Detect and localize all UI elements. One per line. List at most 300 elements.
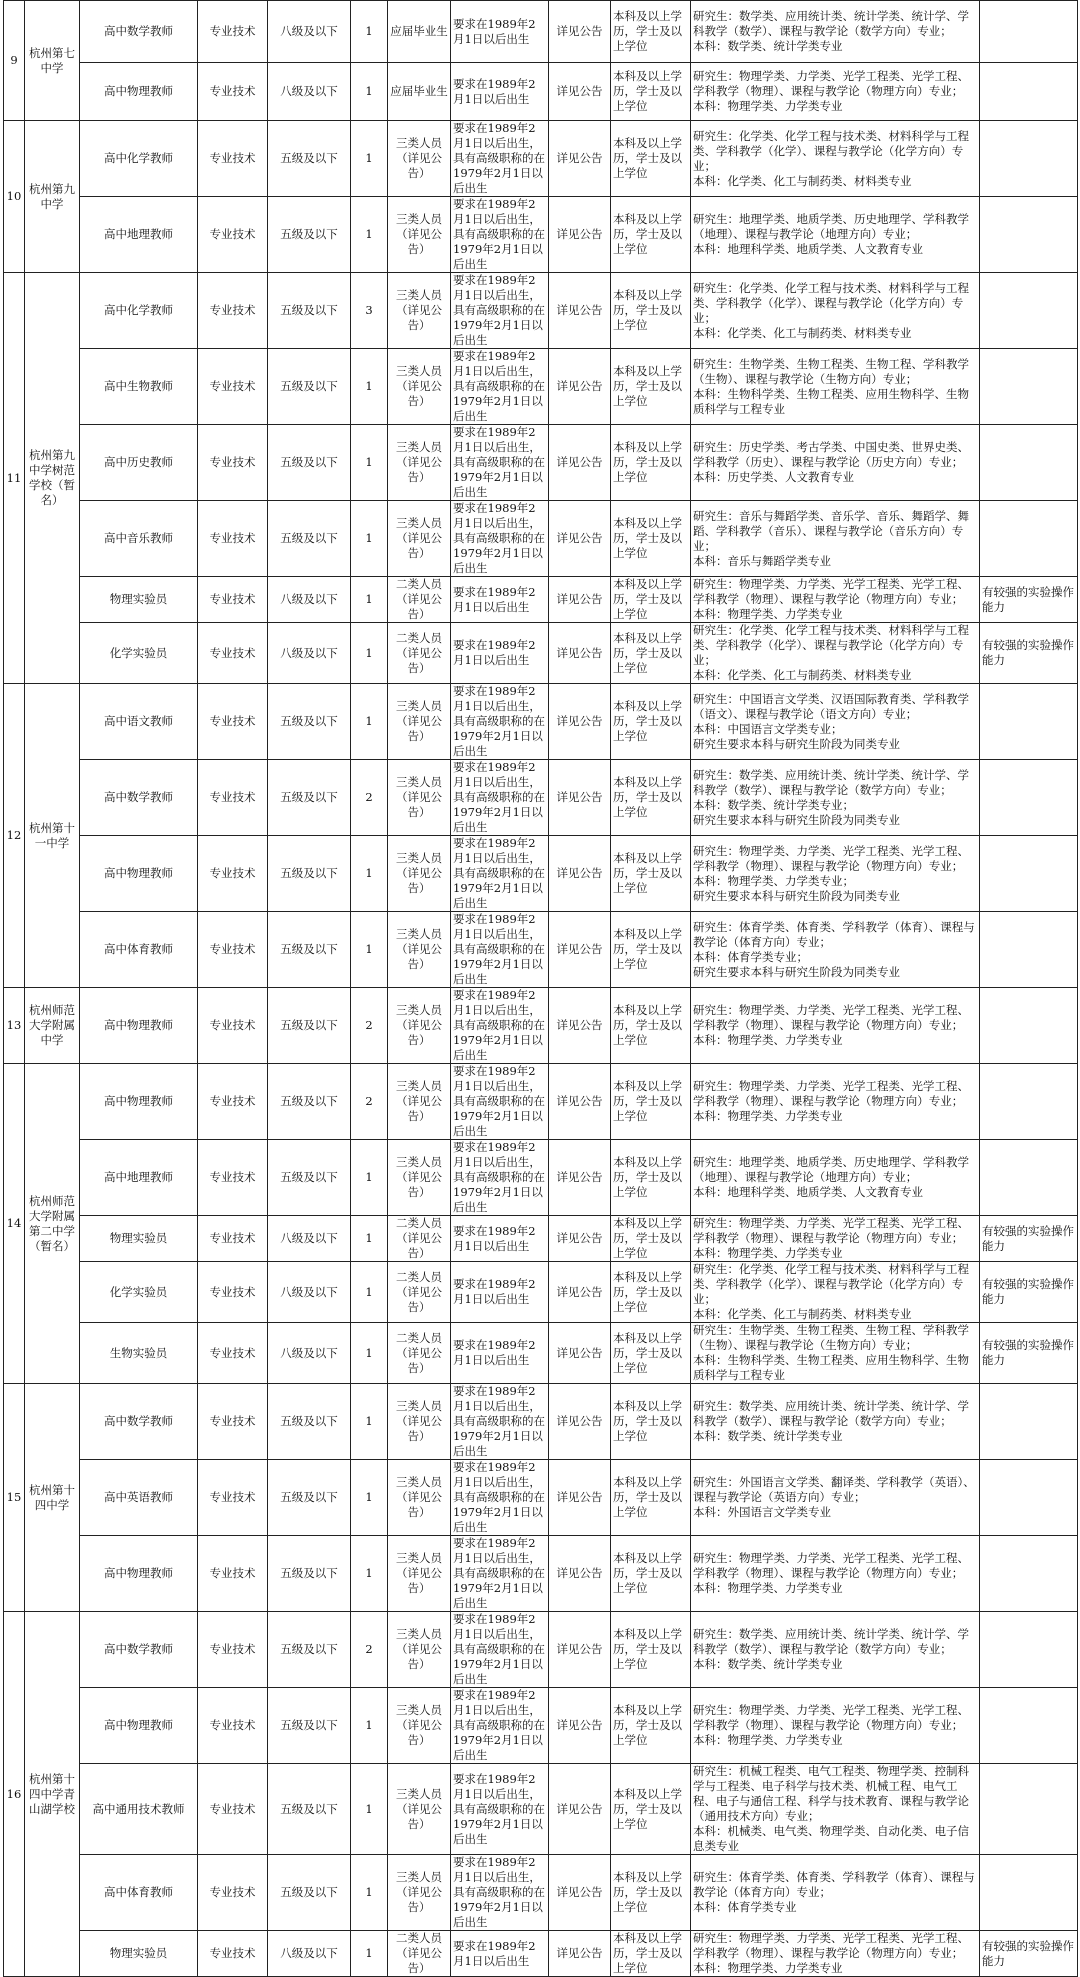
education-cell: 本科及以上学历，学士及以上学位 [611, 836, 691, 912]
position-cell: 高中通用技术教师 [80, 1764, 198, 1855]
category-cell: 专业技术 [198, 197, 268, 273]
category-cell: 专业技术 [198, 836, 268, 912]
other-condition-cell: 详见公告 [549, 349, 611, 425]
grade-cell: 五级及以下 [268, 121, 351, 197]
headcount-cell: 1 [351, 912, 388, 988]
row-number-cell: 15 [4, 1384, 25, 1612]
other-condition-cell: 详见公告 [549, 623, 611, 684]
education-cell: 本科及以上学历，学士及以上学位 [611, 1764, 691, 1855]
category-cell: 专业技术 [198, 1460, 268, 1536]
position-cell: 化学实验员 [80, 623, 198, 684]
headcount-cell: 1 [351, 1536, 388, 1612]
other-condition-cell: 详见公告 [549, 1140, 611, 1216]
age-requirement-cell: 要求在1989年2月1日以后出生，具有高级职称的在1979年2月1日以后出生 [451, 836, 549, 912]
other-condition-cell: 详见公告 [549, 501, 611, 577]
category-cell: 专业技术 [198, 988, 268, 1064]
headcount-cell: 1 [351, 1140, 388, 1216]
remark-cell [980, 1384, 1078, 1460]
school-name-cell: 杭州第九中学树范学校（暂名） [25, 273, 80, 684]
target-cell: 三类人员（详见公告） [388, 1612, 451, 1688]
category-cell: 专业技术 [198, 121, 268, 197]
table-row [4, 1216, 1078, 1262]
table-row [4, 273, 1078, 349]
table-row [4, 1, 1078, 63]
headcount-cell: 1 [351, 1764, 388, 1855]
table-row [4, 63, 1078, 121]
target-cell: 三类人员（详见公告） [388, 349, 451, 425]
other-condition-cell: 详见公告 [549, 1612, 611, 1688]
category-cell: 专业技术 [198, 501, 268, 577]
age-requirement-cell: 要求在1989年2月1日以后出生，具有高级职称的在1979年2月1日以后出生 [451, 121, 549, 197]
grade-cell: 五级及以下 [268, 684, 351, 760]
category-cell: 专业技术 [198, 577, 268, 623]
position-cell: 高中语文教师 [80, 684, 198, 760]
headcount-cell: 2 [351, 1064, 388, 1140]
remark-cell [980, 501, 1078, 577]
target-cell: 三类人员（详见公告） [388, 912, 451, 988]
category-cell: 专业技术 [198, 349, 268, 425]
grade-cell: 五级及以下 [268, 912, 351, 988]
category-cell: 专业技术 [198, 1262, 268, 1323]
school-name-cell: 杭州第七中学 [25, 1, 80, 121]
headcount-cell: 1 [351, 623, 388, 684]
other-condition-cell: 详见公告 [549, 273, 611, 349]
headcount-cell: 1 [351, 197, 388, 273]
major-requirement-cell: 研究生：物理学类、力学类、光学工程类、光学工程、学科教学（物理）、课程与教学论（物理方向）专业； 本科：物理学类、力学类专业 [691, 1536, 980, 1612]
remark-cell [980, 1536, 1078, 1612]
table-row [4, 1384, 1078, 1460]
table-row [4, 425, 1078, 501]
remark-cell [980, 1140, 1078, 1216]
age-requirement-cell: 要求在1989年2月1日以后出生 [451, 1, 549, 63]
position-cell: 高中音乐教师 [80, 501, 198, 577]
education-cell: 本科及以上学历，学士及以上学位 [611, 501, 691, 577]
other-condition-cell: 详见公告 [549, 1764, 611, 1855]
major-requirement-cell: 研究生：化学类、化学工程与技术类、材料科学与工程类、学科教学（化学）、课程与教学论（化学方向）专业； 本科：化学类、化工与制药类、材料类专业 [691, 121, 980, 197]
major-requirement-cell: 研究生：物理学类、力学类、光学工程类、光学工程、学科教学（物理）、课程与教学论（物理方向）专业； 本科：物理学类、力学类专业 [691, 1216, 980, 1262]
other-condition-cell: 详见公告 [549, 988, 611, 1064]
other-condition-cell: 详见公告 [549, 1262, 611, 1323]
age-requirement-cell: 要求在1989年2月1日以后出生，具有高级职称的在1979年2月1日以后出生 [451, 1536, 549, 1612]
target-cell: 三类人员（详见公告） [388, 1764, 451, 1855]
major-requirement-cell: 研究生：化学类、化学工程与技术类、材料科学与工程类、学科教学（化学）、课程与教学论（化学方向）专业； 本科：化学类、化工与制药类、材料类专业 [691, 273, 980, 349]
grade-cell: 五级及以下 [268, 1855, 351, 1931]
remark-cell [980, 197, 1078, 273]
major-requirement-cell: 研究生：生物学类、生物工程类、生物工程、学科教学（生物）、课程与教学论（生物方向）专业； 本科：生物科学类、生物工程类、应用生物科学、生物质科学与工程专业 [691, 349, 980, 425]
target-cell: 三类人员（详见公告） [388, 1140, 451, 1216]
age-requirement-cell: 要求在1989年2月1日以后出生 [451, 1323, 549, 1384]
education-cell: 本科及以上学历，学士及以上学位 [611, 425, 691, 501]
other-condition-cell: 详见公告 [549, 836, 611, 912]
headcount-cell: 1 [351, 684, 388, 760]
category-cell: 专业技术 [198, 1323, 268, 1384]
row-number-cell: 11 [4, 273, 25, 684]
category-cell: 专业技术 [198, 63, 268, 121]
target-cell: 二类人员（详见公告） [388, 577, 451, 623]
headcount-cell: 1 [351, 1688, 388, 1764]
target-cell: 三类人员（详见公告） [388, 501, 451, 577]
age-requirement-cell: 要求在1989年2月1日以后出生，具有高级职称的在1979年2月1日以后出生 [451, 1140, 549, 1216]
headcount-cell: 1 [351, 1384, 388, 1460]
grade-cell: 八级及以下 [268, 1323, 351, 1384]
table-row [4, 197, 1078, 273]
remark-cell: 有较强的实验操作能力 [980, 577, 1078, 623]
category-cell: 专业技术 [198, 1384, 268, 1460]
grade-cell: 五级及以下 [268, 1688, 351, 1764]
headcount-cell: 2 [351, 1612, 388, 1688]
other-condition-cell: 详见公告 [549, 1323, 611, 1384]
age-requirement-cell: 要求在1989年2月1日以后出生 [451, 1262, 549, 1323]
table-row [4, 1460, 1078, 1536]
other-condition-cell: 详见公告 [549, 121, 611, 197]
position-cell: 生物实验员 [80, 1323, 198, 1384]
education-cell: 本科及以上学历，学士及以上学位 [611, 273, 691, 349]
remark-cell [980, 1855, 1078, 1931]
category-cell: 专业技术 [198, 684, 268, 760]
other-condition-cell: 详见公告 [549, 197, 611, 273]
category-cell: 专业技术 [198, 1216, 268, 1262]
table-row [4, 1931, 1078, 1977]
age-requirement-cell: 要求在1989年2月1日以后出生，具有高级职称的在1979年2月1日以后出生 [451, 1688, 549, 1764]
table-row [4, 912, 1078, 988]
target-cell: 三类人员（详见公告） [388, 1536, 451, 1612]
position-cell: 高中体育教师 [80, 912, 198, 988]
major-requirement-cell: 研究生：音乐与舞蹈学类、音乐学、音乐、舞蹈学、舞蹈、学科教学（音乐）、课程与教学论（音乐方向）专业； 本科：音乐与舞蹈学类专业 [691, 501, 980, 577]
remark-cell: 有较强的实验操作能力 [980, 1931, 1078, 1977]
other-condition-cell: 详见公告 [549, 912, 611, 988]
remark-cell [980, 836, 1078, 912]
education-cell: 本科及以上学历，学士及以上学位 [611, 684, 691, 760]
age-requirement-cell: 要求在1989年2月1日以后出生，具有高级职称的在1979年2月1日以后出生 [451, 1855, 549, 1931]
other-condition-cell: 详见公告 [549, 1064, 611, 1140]
headcount-cell: 1 [351, 1, 388, 63]
table-row [4, 623, 1078, 684]
remark-cell: 有较强的实验操作能力 [980, 1216, 1078, 1262]
table-row [4, 1855, 1078, 1931]
target-cell: 应届毕业生 [388, 63, 451, 121]
major-requirement-cell: 研究生：物理学类、力学类、光学工程类、光学工程、学科教学（物理）、课程与教学论（物理方向）专业； 本科：物理学类、力学类专业 [691, 1931, 980, 1977]
education-cell: 本科及以上学历，学士及以上学位 [611, 197, 691, 273]
remark-cell [980, 349, 1078, 425]
position-cell: 高中数学教师 [80, 1, 198, 63]
education-cell: 本科及以上学历，学士及以上学位 [611, 1323, 691, 1384]
major-requirement-cell: 研究生：物理学类、力学类、光学工程类、光学工程、学科教学（物理）、课程与教学论（物理方向）专业； 本科：物理学类、力学类专业 [691, 1688, 980, 1764]
school-name-cell: 杭州第九中学 [25, 121, 80, 273]
school-name-cell: 杭州师范大学附属中学 [25, 988, 80, 1064]
table-row [4, 988, 1078, 1064]
row-number-cell: 10 [4, 121, 25, 273]
remark-cell: 有较强的实验操作能力 [980, 1323, 1078, 1384]
remark-cell: 有较强的实验操作能力 [980, 623, 1078, 684]
age-requirement-cell: 要求在1989年2月1日以后出生，具有高级职称的在1979年2月1日以后出生 [451, 349, 549, 425]
education-cell: 本科及以上学历，学士及以上学位 [611, 1931, 691, 1977]
target-cell: 应届毕业生 [388, 1, 451, 63]
major-requirement-cell: 研究生：体育学类、体育类、学科教学（体育）、课程与教学论（体育方向）专业； 本科：体育学类专业； 研究生要求本科与研究生阶段为同类专业 [691, 912, 980, 988]
other-condition-cell: 详见公告 [549, 1216, 611, 1262]
age-requirement-cell: 要求在1989年2月1日以后出生 [451, 1216, 549, 1262]
education-cell: 本科及以上学历，学士及以上学位 [611, 349, 691, 425]
headcount-cell: 2 [351, 988, 388, 1064]
row-number-cell: 14 [4, 1064, 25, 1384]
grade-cell: 五级及以下 [268, 1064, 351, 1140]
other-condition-cell: 详见公告 [549, 1688, 611, 1764]
grade-cell: 五级及以下 [268, 425, 351, 501]
education-cell: 本科及以上学历，学士及以上学位 [611, 623, 691, 684]
grade-cell: 五级及以下 [268, 197, 351, 273]
remark-cell [980, 1, 1078, 63]
grade-cell: 五级及以下 [268, 1140, 351, 1216]
category-cell: 专业技术 [198, 1688, 268, 1764]
target-cell: 三类人员（详见公告） [388, 1064, 451, 1140]
category-cell: 专业技术 [198, 1536, 268, 1612]
grade-cell: 八级及以下 [268, 1, 351, 63]
table-row [4, 577, 1078, 623]
remark-cell [980, 684, 1078, 760]
position-cell: 化学实验员 [80, 1262, 198, 1323]
target-cell: 三类人员（详见公告） [388, 197, 451, 273]
target-cell: 三类人员（详见公告） [388, 760, 451, 836]
other-condition-cell: 详见公告 [549, 1855, 611, 1931]
education-cell: 本科及以上学历，学士及以上学位 [611, 1688, 691, 1764]
target-cell: 三类人员（详见公告） [388, 684, 451, 760]
major-requirement-cell: 研究生：机械工程类、电气工程类、物理学类、控制科学与工程类、电子科学与技术类、机械工程、电气工程、电子与通信工程、科学与技术教育、课程与教学论（通用技术方向）专业； 本科：机械类、电气类、物理学类、自动化类、电子信息类专业 [691, 1764, 980, 1855]
remark-cell [980, 63, 1078, 121]
education-cell: 本科及以上学历，学士及以上学位 [611, 1855, 691, 1931]
target-cell: 二类人员（详见公告） [388, 1931, 451, 1977]
target-cell: 三类人员（详见公告） [388, 1855, 451, 1931]
category-cell: 专业技术 [198, 1931, 268, 1977]
category-cell: 专业技术 [198, 1140, 268, 1216]
major-requirement-cell: 研究生：物理学类、力学类、光学工程类、光学工程、学科教学（物理）、课程与教学论（物理方向）专业； 本科：物理学类、力学类专业； 研究生要求本科与研究生阶段为同类专业 [691, 836, 980, 912]
major-requirement-cell: 研究生：历史学类、考古学类、中国史类、世界史类、学科教学（历史）、课程与教学论（历史方向）专业； 本科：历史学类、人文教育专业 [691, 425, 980, 501]
other-condition-cell: 详见公告 [549, 63, 611, 121]
headcount-cell: 1 [351, 577, 388, 623]
grade-cell: 八级及以下 [268, 1262, 351, 1323]
table-row [4, 349, 1078, 425]
education-cell: 本科及以上学历，学士及以上学位 [611, 63, 691, 121]
major-requirement-cell: 研究生：物理学类、力学类、光学工程类、光学工程、学科教学（物理）、课程与教学论（物理方向）专业； 本科：物理学类、力学类专业 [691, 577, 980, 623]
target-cell: 三类人员（详见公告） [388, 425, 451, 501]
row-number-cell: 16 [4, 1612, 25, 1977]
age-requirement-cell: 要求在1989年2月1日以后出生，具有高级职称的在1979年2月1日以后出生 [451, 197, 549, 273]
target-cell: 三类人员（详见公告） [388, 273, 451, 349]
row-number-cell: 13 [4, 988, 25, 1064]
education-cell: 本科及以上学历，学士及以上学位 [611, 760, 691, 836]
headcount-cell: 1 [351, 349, 388, 425]
remark-cell [980, 988, 1078, 1064]
education-cell: 本科及以上学历，学士及以上学位 [611, 1536, 691, 1612]
grade-cell: 八级及以下 [268, 63, 351, 121]
category-cell: 专业技术 [198, 1855, 268, 1931]
headcount-cell: 1 [351, 1855, 388, 1931]
grade-cell: 八级及以下 [268, 1216, 351, 1262]
education-cell: 本科及以上学历，学士及以上学位 [611, 912, 691, 988]
table-row [4, 1536, 1078, 1612]
other-condition-cell: 详见公告 [549, 577, 611, 623]
major-requirement-cell: 研究生：数学类、应用统计类、统计学类、统计学、学科教学（数学）、课程与教学论（数学方向）专业； 本科：数学类、统计学类专业 [691, 1384, 980, 1460]
remark-cell: 有较强的实验操作能力 [980, 1262, 1078, 1323]
headcount-cell: 1 [351, 63, 388, 121]
education-cell: 本科及以上学历，学士及以上学位 [611, 121, 691, 197]
major-requirement-cell: 研究生：外国语言文学类、翻译类、学科教学（英语）、课程与教学论（英语方向）专业； 本科：外国语言文学类专业 [691, 1460, 980, 1536]
grade-cell: 五级及以下 [268, 349, 351, 425]
major-requirement-cell: 研究生：数学类、应用统计类、统计学类、统计学、学科教学（数学）、课程与教学论（数学方向）专业； 本科：数学类、统计学类专业 [691, 1612, 980, 1688]
other-condition-cell: 详见公告 [549, 1931, 611, 1977]
remark-cell [980, 1460, 1078, 1536]
major-requirement-cell: 研究生：生物学类、生物工程类、生物工程、学科教学（生物）、课程与教学论（生物方向）专业； 本科：生物科学类、生物工程类、应用生物科学、生物质科学与工程专业 [691, 1323, 980, 1384]
target-cell: 三类人员（详见公告） [388, 121, 451, 197]
age-requirement-cell: 要求在1989年2月1日以后出生 [451, 63, 549, 121]
category-cell: 专业技术 [198, 425, 268, 501]
grade-cell: 五级及以下 [268, 1764, 351, 1855]
education-cell: 本科及以上学历，学士及以上学位 [611, 1216, 691, 1262]
grade-cell: 八级及以下 [268, 1931, 351, 1977]
age-requirement-cell: 要求在1989年2月1日以后出生，具有高级职称的在1979年2月1日以后出生 [451, 912, 549, 988]
remark-cell [980, 273, 1078, 349]
major-requirement-cell: 研究生：数学类、应用统计类、统计学类、统计学、学科教学（数学）、课程与教学论（数学方向）专业； 本科：数学类、统计学类专业 [691, 1, 980, 63]
education-cell: 本科及以上学历，学士及以上学位 [611, 577, 691, 623]
target-cell: 三类人员（详见公告） [388, 836, 451, 912]
table-row [4, 836, 1078, 912]
category-cell: 专业技术 [198, 760, 268, 836]
position-cell: 高中物理教师 [80, 63, 198, 121]
major-requirement-cell: 研究生：化学类、化学工程与技术类、材料科学与工程类、学科教学（化学）、课程与教学论（化学方向）专业； 本科：化学类、化工与制药类、材料类专业 [691, 623, 980, 684]
grade-cell: 五级及以下 [268, 836, 351, 912]
remark-cell [980, 1612, 1078, 1688]
table-row [4, 684, 1078, 760]
major-requirement-cell: 研究生：中国语言文学类、汉语国际教育类、学科教学（语文）、课程与教学论（语文方向）专业； 本科：中国语言文学类专业； 研究生要求本科与研究生阶段为同类专业 [691, 684, 980, 760]
age-requirement-cell: 要求在1989年2月1日以后出生，具有高级职称的在1979年2月1日以后出生 [451, 1612, 549, 1688]
age-requirement-cell: 要求在1989年2月1日以后出生，具有高级职称的在1979年2月1日以后出生 [451, 273, 549, 349]
grade-cell: 五级及以下 [268, 1384, 351, 1460]
major-requirement-cell: 研究生：物理学类、力学类、光学工程类、光学工程、学科教学（物理）、课程与教学论（物理方向）专业； 本科：物理学类、力学类专业 [691, 63, 980, 121]
table-row [4, 1764, 1078, 1855]
other-condition-cell: 详见公告 [549, 684, 611, 760]
major-requirement-cell: 研究生：物理学类、力学类、光学工程类、光学工程、学科教学（物理）、课程与教学论（物理方向）专业； 本科：物理学类、力学类专业 [691, 1064, 980, 1140]
category-cell: 专业技术 [198, 912, 268, 988]
table-row [4, 760, 1078, 836]
category-cell: 专业技术 [198, 1064, 268, 1140]
grade-cell: 五级及以下 [268, 988, 351, 1064]
position-cell: 高中数学教师 [80, 1612, 198, 1688]
age-requirement-cell: 要求在1989年2月1日以后出生，具有高级职称的在1979年2月1日以后出生 [451, 501, 549, 577]
headcount-cell: 1 [351, 501, 388, 577]
age-requirement-cell: 要求在1989年2月1日以后出生，具有高级职称的在1979年2月1日以后出生 [451, 1064, 549, 1140]
grade-cell: 八级及以下 [268, 577, 351, 623]
remark-cell [980, 760, 1078, 836]
headcount-cell: 1 [351, 836, 388, 912]
age-requirement-cell: 要求在1989年2月1日以后出生，具有高级职称的在1979年2月1日以后出生 [451, 1764, 549, 1855]
position-cell: 物理实验员 [80, 577, 198, 623]
remark-cell [980, 1688, 1078, 1764]
position-cell: 高中数学教师 [80, 760, 198, 836]
row-number-cell: 9 [4, 1, 25, 121]
category-cell: 专业技术 [198, 1612, 268, 1688]
headcount-cell: 1 [351, 1216, 388, 1262]
age-requirement-cell: 要求在1989年2月1日以后出生，具有高级职称的在1979年2月1日以后出生 [451, 760, 549, 836]
grade-cell: 八级及以下 [268, 623, 351, 684]
target-cell: 二类人员（详见公告） [388, 623, 451, 684]
education-cell: 本科及以上学历，学士及以上学位 [611, 1262, 691, 1323]
grade-cell: 五级及以下 [268, 760, 351, 836]
table-row [4, 1323, 1078, 1384]
position-cell: 高中体育教师 [80, 1855, 198, 1931]
position-cell: 高中生物教师 [80, 349, 198, 425]
position-cell: 物理实验员 [80, 1931, 198, 1977]
age-requirement-cell: 要求在1989年2月1日以后出生，具有高级职称的在1979年2月1日以后出生 [451, 684, 549, 760]
other-condition-cell: 详见公告 [549, 1536, 611, 1612]
headcount-cell: 2 [351, 760, 388, 836]
headcount-cell: 1 [351, 121, 388, 197]
position-cell: 高中物理教师 [80, 1688, 198, 1764]
position-cell: 高中英语教师 [80, 1460, 198, 1536]
major-requirement-cell: 研究生：体育学类、体育类、学科教学（体育）、课程与教学论（体育方向）专业； 本科：体育学类专业 [691, 1855, 980, 1931]
age-requirement-cell: 要求在1989年2月1日以后出生，具有高级职称的在1979年2月1日以后出生 [451, 1384, 549, 1460]
position-cell: 高中物理教师 [80, 1536, 198, 1612]
headcount-cell: 3 [351, 273, 388, 349]
grade-cell: 五级及以下 [268, 1460, 351, 1536]
remark-cell [980, 912, 1078, 988]
position-cell: 高中物理教师 [80, 988, 198, 1064]
age-requirement-cell: 要求在1989年2月1日以后出生，具有高级职称的在1979年2月1日以后出生 [451, 1460, 549, 1536]
other-condition-cell: 详见公告 [549, 1460, 611, 1536]
category-cell: 专业技术 [198, 1, 268, 63]
target-cell: 三类人员（详见公告） [388, 1460, 451, 1536]
age-requirement-cell: 要求在1989年2月1日以后出生 [451, 623, 549, 684]
position-cell: 高中地理教师 [80, 1140, 198, 1216]
position-cell: 高中物理教师 [80, 1064, 198, 1140]
grade-cell: 五级及以下 [268, 501, 351, 577]
category-cell: 专业技术 [198, 273, 268, 349]
position-cell: 高中历史教师 [80, 425, 198, 501]
headcount-cell: 1 [351, 1460, 388, 1536]
major-requirement-cell: 研究生：数学类、应用统计类、统计学类、统计学、学科教学（数学）、课程与教学论（数学方向）专业； 本科：数学类、统计学类专业； 研究生要求本科与研究生阶段为同类专业 [691, 760, 980, 836]
target-cell: 二类人员（详见公告） [388, 1323, 451, 1384]
other-condition-cell: 详见公告 [549, 1384, 611, 1460]
table-row [4, 1064, 1078, 1140]
remark-cell [980, 1764, 1078, 1855]
major-requirement-cell: 研究生：地理学类、地质学类、历史地理学、学科教学（地理）、课程与教学论（地理方向）专业； 本科：地理科学类、地质学类、人文教育专业 [691, 197, 980, 273]
position-cell: 高中地理教师 [80, 197, 198, 273]
education-cell: 本科及以上学历，学士及以上学位 [611, 1384, 691, 1460]
table-row [4, 1612, 1078, 1688]
age-requirement-cell: 要求在1989年2月1日以后出生 [451, 577, 549, 623]
table-row [4, 121, 1078, 197]
recruitment-table [3, 0, 1078, 1977]
education-cell: 本科及以上学历，学士及以上学位 [611, 1460, 691, 1536]
grade-cell: 五级及以下 [268, 1612, 351, 1688]
target-cell: 二类人员（详见公告） [388, 1216, 451, 1262]
major-requirement-cell: 研究生：地理学类、地质学类、历史地理学、学科教学（地理）、课程与教学论（地理方向）专业； 本科：地理科学类、地质学类、人文教育专业 [691, 1140, 980, 1216]
position-cell: 高中数学教师 [80, 1384, 198, 1460]
headcount-cell: 1 [351, 425, 388, 501]
age-requirement-cell: 要求在1989年2月1日以后出生，具有高级职称的在1979年2月1日以后出生 [451, 988, 549, 1064]
position-cell: 高中物理教师 [80, 836, 198, 912]
remark-cell [980, 425, 1078, 501]
headcount-cell: 1 [351, 1323, 388, 1384]
target-cell: 三类人员（详见公告） [388, 1384, 451, 1460]
age-requirement-cell: 要求在1989年2月1日以后出生 [451, 1931, 549, 1977]
grade-cell: 五级及以下 [268, 273, 351, 349]
education-cell: 本科及以上学历，学士及以上学位 [611, 1, 691, 63]
age-requirement-cell: 要求在1989年2月1日以后出生，具有高级职称的在1979年2月1日以后出生 [451, 425, 549, 501]
headcount-cell: 1 [351, 1931, 388, 1977]
education-cell: 本科及以上学历，学士及以上学位 [611, 988, 691, 1064]
category-cell: 专业技术 [198, 623, 268, 684]
position-cell: 物理实验员 [80, 1216, 198, 1262]
table-row [4, 1688, 1078, 1764]
grade-cell: 五级及以下 [268, 1536, 351, 1612]
